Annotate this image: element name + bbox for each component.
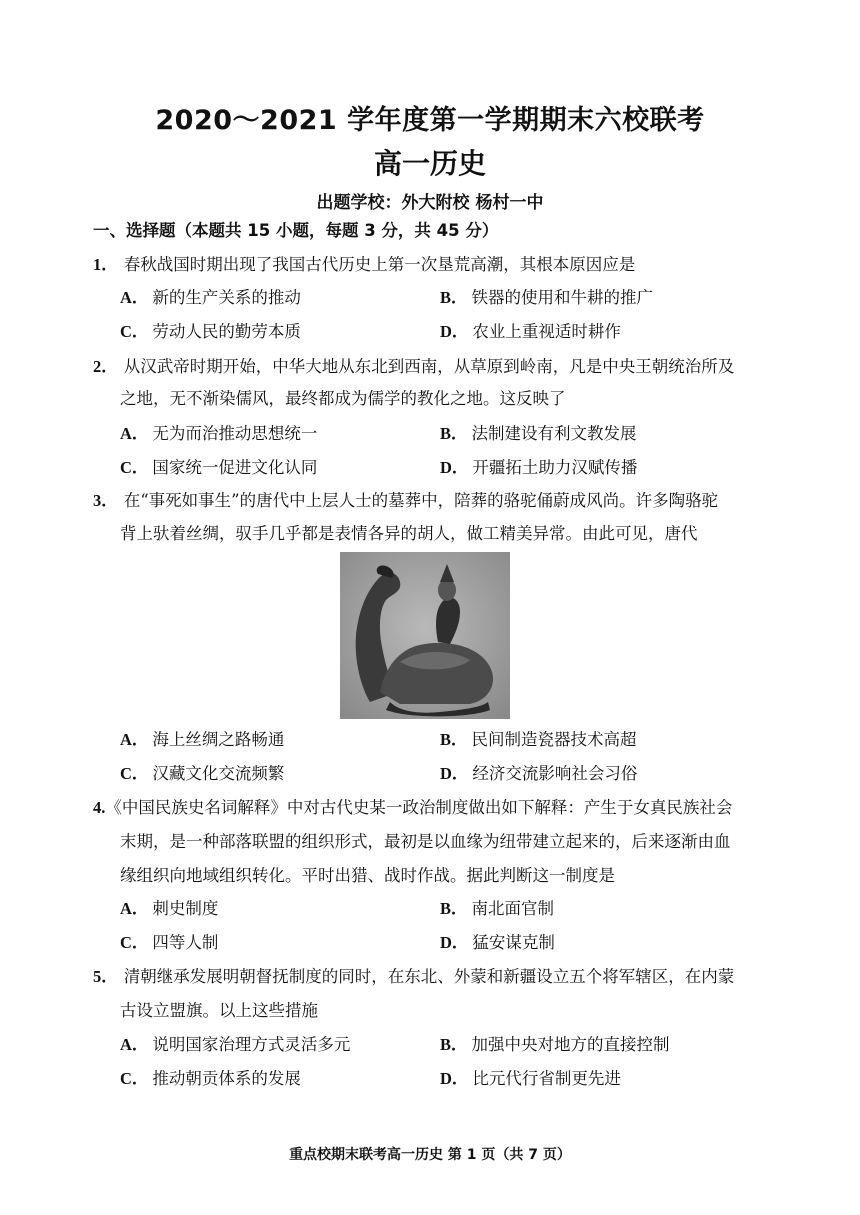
section-heading: 一、选择题（本题共 15 小题，每题 3 分，共 45 分） — [93, 221, 499, 240]
question-text: 《中国民族史名词解释》中对古代史某一政治制度做出如下解释：产生于女真民族社会 — [105, 798, 733, 817]
option-b[interactable] — [440, 288, 653, 308]
question-number: 5． — [93, 967, 118, 986]
question-number: 1． — [93, 255, 118, 274]
option-label: D． — [440, 1069, 469, 1088]
question-number: 2． — [93, 357, 118, 376]
option-text: 猛安谋克制 — [472, 933, 555, 952]
option-text: 南北面官制 — [471, 899, 555, 918]
option-label: D． — [440, 322, 469, 341]
option-text: 开疆拓土助力汉赋传播 — [472, 458, 638, 477]
option-text: 海上丝绸之路畅通 — [152, 730, 285, 749]
option-text: 比元代行省制更先进 — [472, 1069, 621, 1088]
option-text: 铁器的使用和牛耕的推广 — [471, 288, 654, 307]
question-number: 3． — [93, 491, 118, 510]
question-number: 4. — [93, 798, 106, 817]
question-text: 在“事死如事生”的唐代中上层人士的墓葬中，陪葬的骆驼俑蔚成风尚。许多陶骆驼 — [123, 491, 719, 510]
question-text: 从汉武帝时期开始，中华大地从东北到西南，从草原到岭南，凡是中央王朝统治所及 — [123, 357, 735, 376]
question-text-cont: 背上驮着丝绸，驭手几乎都是表情各异的胡人，做工精美异常。由此可见，唐代 — [120, 524, 698, 543]
option-c[interactable] — [120, 322, 301, 342]
option-b[interactable] — [440, 424, 637, 444]
option-a[interactable] — [120, 288, 301, 308]
option-label: C． — [120, 764, 149, 783]
option-c[interactable] — [120, 764, 284, 784]
option-label: D． — [440, 933, 469, 952]
option-label: C． — [120, 1069, 149, 1088]
option-label: D． — [440, 458, 469, 477]
option-text: 经济交流影响社会习俗 — [472, 764, 638, 783]
tang-camel-figurine-image — [340, 552, 510, 719]
option-text: 劳动人民的勤劳本质 — [152, 322, 301, 341]
option-label: A． — [120, 1035, 149, 1054]
question-text-cont: 缘组织向地域组织转化。平时出猎、战时作战。据此判断这一制度是 — [120, 866, 615, 885]
subject-title: 高一历史 — [373, 147, 486, 180]
option-text: 新的生产关系的推动 — [152, 288, 301, 307]
question-text-cont: 之地，无不渐染儒风，最终都成为儒学的教化之地。这反映了 — [120, 389, 566, 408]
option-a[interactable] — [120, 1035, 350, 1055]
option-a[interactable] — [120, 424, 317, 444]
option-d[interactable] — [440, 1069, 621, 1089]
question-5-stem — [93, 967, 734, 987]
option-text: 四等人制 — [152, 933, 219, 952]
option-label: A． — [120, 424, 149, 443]
option-label: B． — [440, 1035, 468, 1054]
option-d[interactable] — [440, 933, 555, 953]
option-d[interactable] — [440, 764, 637, 784]
question-2-stem — [93, 357, 734, 377]
option-label: A． — [120, 730, 149, 749]
option-text: 刺史制度 — [152, 899, 219, 918]
option-label: B． — [440, 730, 468, 749]
option-text: 农业上重视适时耕作 — [472, 322, 621, 341]
option-label: A． — [120, 288, 149, 307]
option-label: B． — [440, 899, 468, 918]
question-text-cont: 末期，是一种部落联盟的组织形式，最初是以血缘为纽带建立起来的，后来逐渐由血 — [120, 832, 731, 851]
option-label: B． — [440, 288, 468, 307]
question-text: 清朝继承发展明朝督抚制度的同时，在东北、外蒙和新疆设立五个将军辖区，在内蒙 — [123, 967, 735, 986]
option-label: C． — [120, 322, 149, 341]
page-footer: 重点校期末联考高一历史 第 1 页（共 7 页） — [289, 1147, 571, 1163]
school-line: 出题学校：外大附校 杨村一中 — [316, 193, 544, 213]
question-1-stem — [93, 255, 635, 275]
option-d[interactable] — [440, 458, 637, 478]
option-b[interactable] — [440, 899, 554, 919]
question-4-stem — [93, 798, 732, 818]
option-c[interactable] — [120, 1069, 301, 1089]
option-label: B． — [440, 424, 468, 443]
option-a[interactable] — [120, 730, 284, 750]
option-a[interactable] — [120, 899, 218, 919]
question-text: 春秋战国时期出现了我国古代历史上第一次垦荒高潮，其根本原因应是 — [123, 255, 636, 274]
option-label: D． — [440, 764, 469, 783]
option-text: 说明国家治理方式灵活多元 — [152, 1035, 351, 1054]
question-text-cont: 古设立盟旗。以上这些措施 — [120, 1001, 318, 1020]
option-label: C． — [120, 933, 149, 952]
question-3-stem — [93, 491, 718, 511]
option-b[interactable] — [440, 1035, 670, 1055]
option-d[interactable] — [440, 322, 621, 342]
option-text: 法制建设有利文教发展 — [471, 424, 637, 443]
option-text: 民间制造瓷器技术高超 — [471, 730, 637, 749]
option-text: 汉藏文化交流频繁 — [152, 764, 285, 783]
option-label: C． — [120, 458, 149, 477]
option-c[interactable] — [120, 458, 317, 478]
option-b[interactable] — [440, 730, 637, 750]
option-text: 无为而治推动思想统一 — [152, 424, 318, 443]
option-text: 国家统一促进文化认同 — [152, 458, 318, 477]
option-text: 加强中央对地方的直接控制 — [471, 1035, 670, 1054]
option-c[interactable] — [120, 933, 218, 953]
option-text: 推动朝贡体系的发展 — [152, 1069, 301, 1088]
exam-title: 2020～2021 学年度第一学期期末六校联考 — [155, 105, 705, 136]
option-label: A． — [120, 899, 149, 918]
